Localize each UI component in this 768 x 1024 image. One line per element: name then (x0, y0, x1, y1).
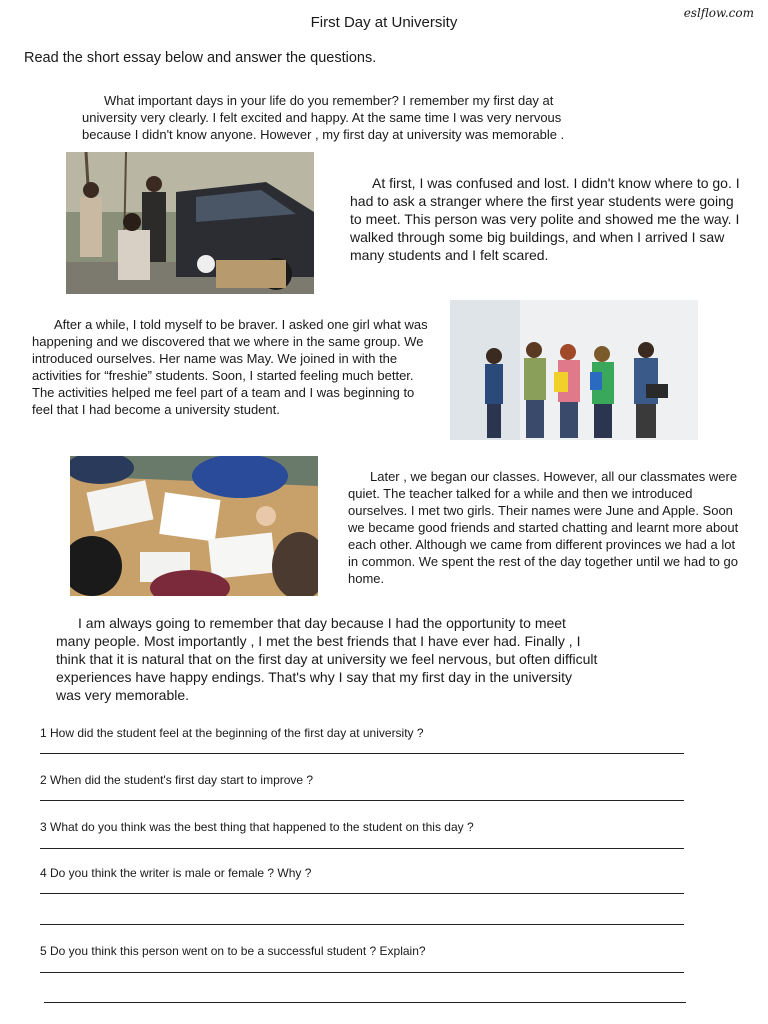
paragraph-arrival: At first, I was confused and lost. I didn't know where to go. I had to ask a stranger where the first year students were going to meet. This person was very polite and showed me the way. I walked through some big buildings, and when I arrived I saw many students and I felt scared. (350, 175, 740, 263)
question-1: 1 How did the student feel at the beginning of the first day at university ? (40, 726, 424, 740)
question-5: 5 Do you think this person went on to be a successful student ? Explain? (40, 944, 426, 958)
answer-line[interactable] (44, 1002, 686, 1003)
answer-line[interactable] (40, 800, 684, 801)
answer-line[interactable] (40, 924, 684, 925)
question-4: 4 Do you think the writer is male or female ? Why ? (40, 866, 312, 880)
paragraph-classes: Later , we began our classes. However, all our classmates were quiet. The teacher talked for a while and then we introduced ourselves. I met two girls. Their names were June and Apple. Soon we became good friends and started chatting and learnt more about each other. Although we came from different provinces we had a lot in common. We spent the rest of the day together until we had to go home. (348, 469, 739, 586)
site-brand: eslflow.com (683, 6, 754, 20)
page-title: First Day at University (310, 14, 458, 31)
paragraph-conclusion: I am always going to remember that day because I had the opportunity to meet many people. Most importantly , I met the best friends that I have ever had. Finally , I think that it is natural that on the first day at university we feel nervous, but often difficult experiences have happy endings. That's why I say that my first day in the university was very memorable. (56, 615, 598, 703)
students-group-photo (450, 300, 698, 440)
family-car-photo (66, 152, 314, 294)
paragraph-intro: What important days in your life do you remember? I remember my first day at university very clearly. I felt excited and happy. At the same time I was very nervous because I didn't know anyone. However , my first day at university was memorable . (82, 93, 565, 142)
question-3: 3 What do you think was the best thing that happened to the student on this day ? (40, 820, 474, 834)
answer-line[interactable] (40, 848, 684, 849)
instructions: Read the short essay below and answer the questions. (24, 50, 377, 66)
paragraph-braver: After a while, I told myself to be braver. I asked one girl what was happening and we discovered that we where in the same group. We introduced ourselves. Her name was May. We joined in with the activities for “freshie” students. Soon, I started feeling much better. The activities helped me feel part of a team and I was beginning to feel that I had become a university student. (32, 317, 428, 417)
study-table-photo (70, 456, 318, 596)
answer-line[interactable] (40, 753, 684, 754)
question-2: 2 When did the student's first day start to improve ? (40, 773, 314, 787)
answer-line[interactable] (40, 972, 684, 973)
answer-line[interactable] (40, 893, 684, 894)
